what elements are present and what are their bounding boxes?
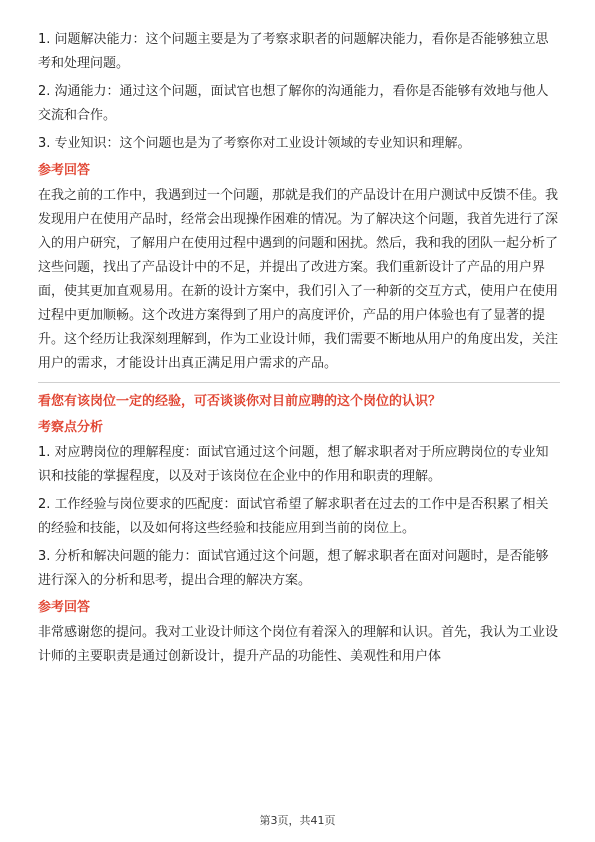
point-role-understanding: 1. 对应聘岗位的理解程度：面试官通过这个问题，想了解求职者对于所应聘岗位的专业知识和技能的掌握程度，以及对于该岗位在企业中的作用和职责的理解。 <box>38 445 549 484</box>
point-communication: 2. 沟通能力：通过这个问题，面试官也想了解你的沟通能力，看你是否能够有效地与他人交流和合作。 <box>38 84 549 123</box>
point-experience-match: 2. 工作经验与岗位要求的匹配度：面试官希望了解求职者在过去的工作中是否积累了相关的经验和技能，以及如何将这些经验和技能应用到当前的岗位上。 <box>38 497 549 536</box>
reference-answer-heading: 参考回答 <box>38 163 91 178</box>
point-professional-knowledge: 3. 专业知识：这个问题也是为了考察你对工业设计领域的专业知识和理解。 <box>38 136 471 151</box>
page-content <box>38 28 560 673</box>
section-divider <box>38 382 560 383</box>
point-analysis-ability: 3. 分析和解决问题的能力：面试官通过这个问题，想了解求职者在面对问题时，是否能够进行深入的分析和思考，提出合理的解决方案。 <box>38 549 549 588</box>
page-number: 第3页，共41页 <box>259 814 336 827</box>
reference-answer-text: 在我之前的工作中，我遇到过一个问题，那就是我们的产品设计在用户测试中反馈不佳。我发现用户在使用产品时，经常会出现操作困难的情况。为了解决这个问题，我首先进行了深入的用户研究，了解用户在使用过程中遇到的问题和困扰。然后，我和我的团队一起分析了这些问题，找出了产品设计中的不足，并提出了改进方案。我们重新设计了产品的用户界面，使其更加直观易用。在新的设计方案中，我们引入了一种新的交互方式，使用户在使用过程中更加顺畅。这个改进方案得到了用户的高度评价，产品的用户体验也有了显著的提升。这个经历让我深刻理解到，作为工业设计师，我们需要不断地从用户的角度出发，关注用户的需求，才能设计出真正满足用户需求的产品。 <box>38 188 559 371</box>
reference-answer-text-2: 非常感谢您的提问。我对工业设计师这个岗位有着深入的理解和认识。首先，我认为工业设计师的主要职责是通过创新设计，提升产品的功能性、美观性和用户体 <box>38 625 559 664</box>
interview-question: 看您有该岗位一定的经验，可否谈谈你对目前应聘的这个岗位的认识？ <box>38 394 442 409</box>
analysis-heading: 考察点分析 <box>38 420 104 435</box>
reference-answer-heading-2: 参考回答 <box>38 600 91 615</box>
point-problem-solving: 1. 问题解决能力：这个问题主要是为了考察求职者的问题解决能力，看你是否能够独立思考和处理问题。 <box>38 32 549 71</box>
